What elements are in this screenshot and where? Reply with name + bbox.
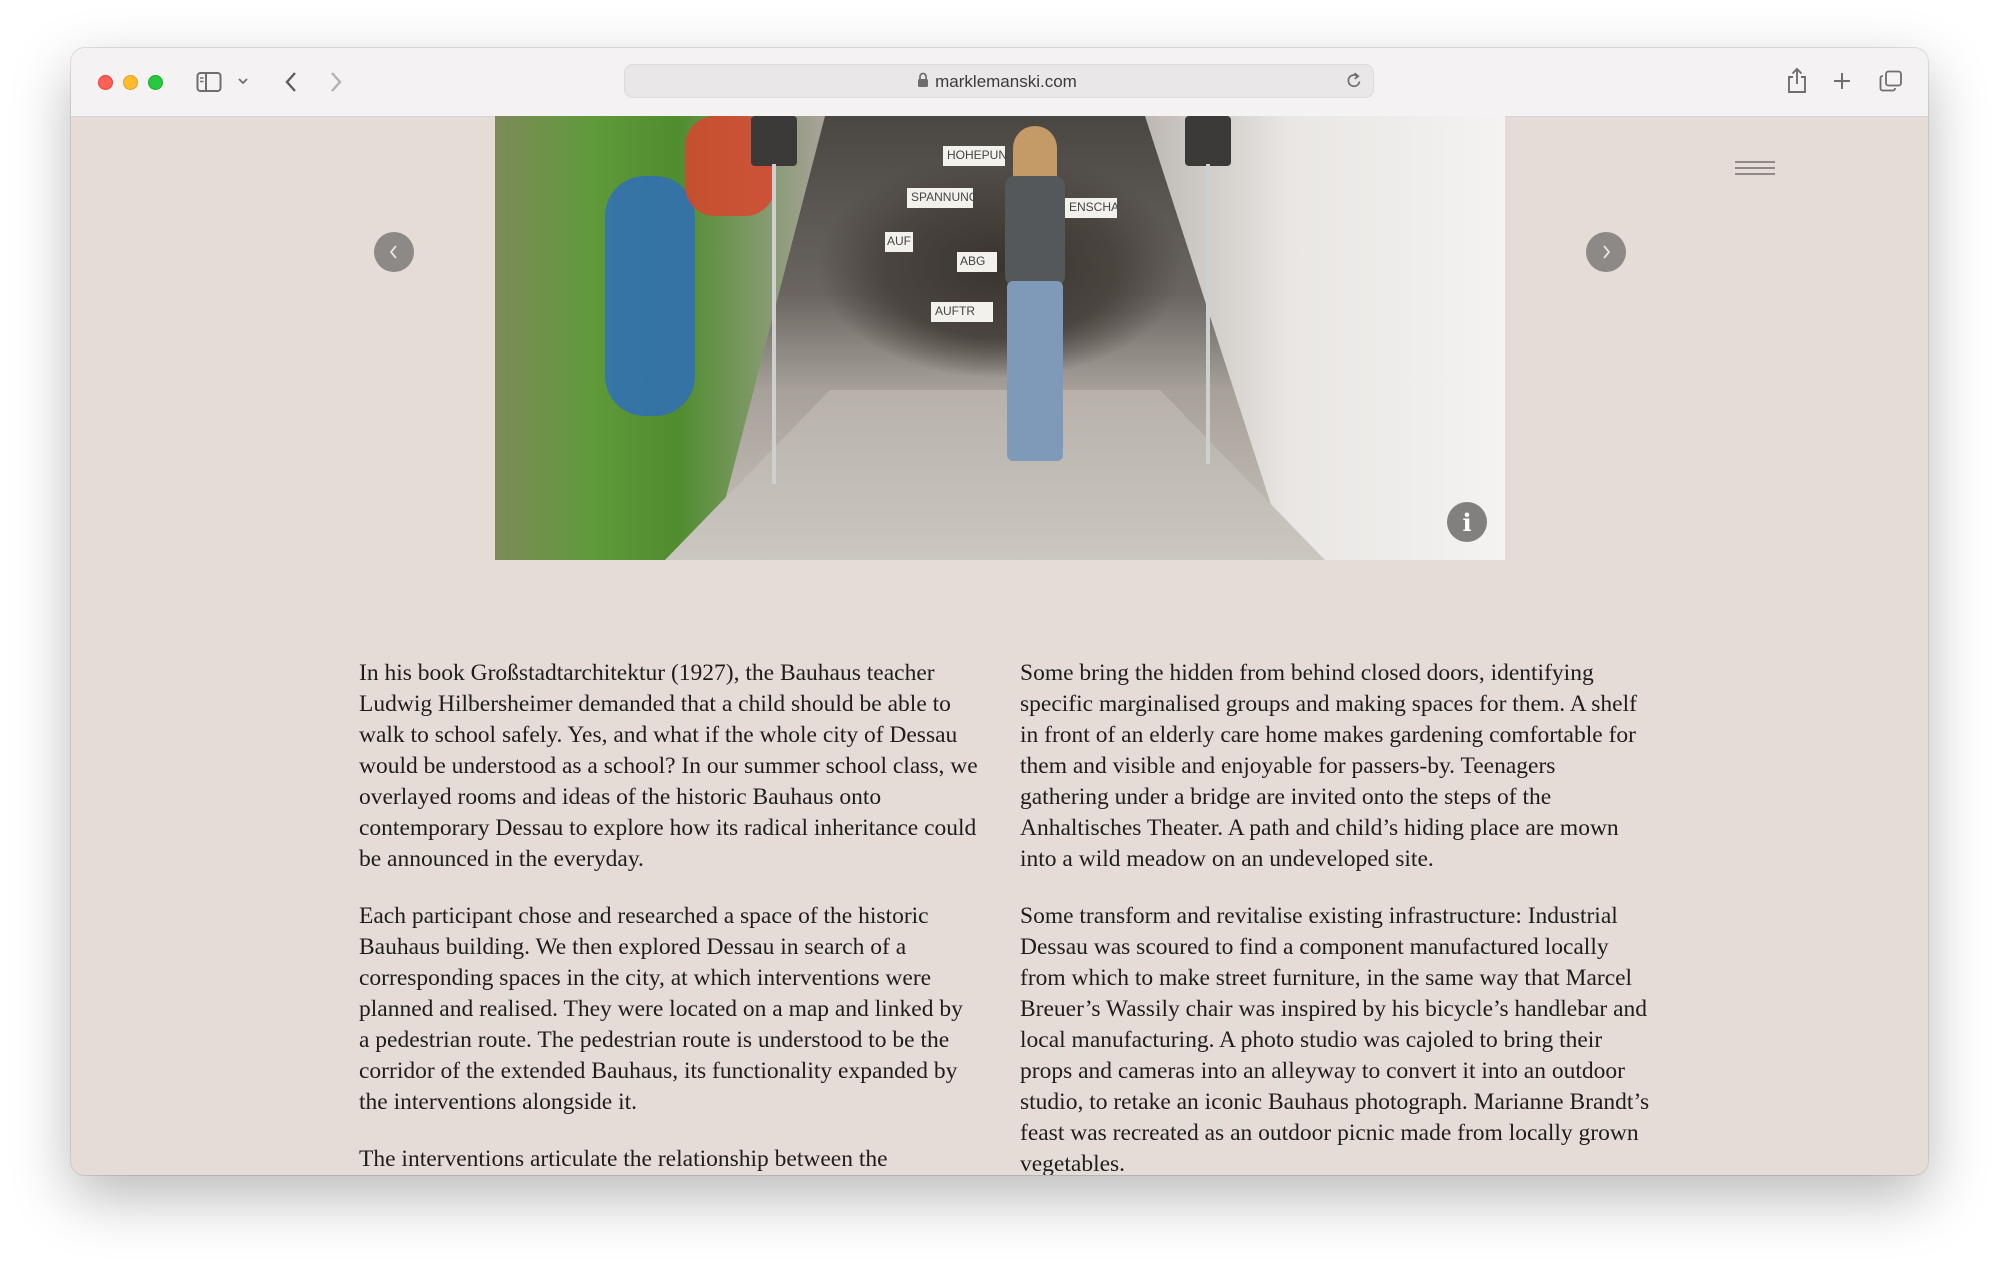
minimize-window-button[interactable] <box>123 75 138 90</box>
page-content <box>71 116 1928 1175</box>
browser-toolbar <box>71 48 1928 117</box>
light-stand <box>772 164 776 484</box>
info-icon[interactable]: i <box>1447 502 1487 542</box>
article-paragraph: Each participant chose and researched a space of the historic Bauhaus building. We then explored Dessau in search of a corresponding spaces in the city, at which interventions were planned and realised. They were located on a map and linked by a pedestrian route. The pedestrian route is understood to be the corridor of the extended Bauhaus, its functionality expanded by the interventions alongside it. <box>359 903 963 1115</box>
article-paragraph: In his book Großstadtarchitektur (1927), the Bauhaus teacher Ludwig Hilbersheimer demanded that a child should be able to walk to school safely. Yes, and what if the whole city of Dessau would be understood as a school? In our summer school class, we overlayed rooms and ideas of the historic Bauhaus onto contemporary Dessau to explore how its radical inheritance could be announced in the everyday. <box>359 660 978 872</box>
previous-image-button[interactable] <box>374 232 414 272</box>
forward-arrow-icon[interactable] <box>324 68 348 96</box>
address-url: marklemanski.com <box>935 72 1077 91</box>
reload-icon[interactable] <box>1345 71 1363 96</box>
tab-overview-icon[interactable] <box>1878 69 1904 93</box>
article-paragraph: Some bring the hidden from behind closed doors, identifying specific marginalised groups and making spaces for them. A shelf in front of an elderly care home makes gardening comfortable for them and visible and enjoyable for passers-by. Teenagers gathering under a bridge are invited onto the steps of the Anhaltisches Theater. A path and child’s hiding place are mown into a wild meadow on an undeveloped site. <box>1020 660 1637 872</box>
article-left-column <box>359 658 979 1175</box>
studio-light <box>751 116 797 166</box>
new-tab-icon[interactable] <box>1831 70 1853 92</box>
back-arrow-icon[interactable] <box>279 68 303 96</box>
share-icon[interactable] <box>1784 66 1810 96</box>
sign: HOHEPUN <box>943 146 1005 166</box>
chevron-down-icon[interactable] <box>236 74 250 88</box>
next-image-button[interactable] <box>1586 232 1626 272</box>
address-bar[interactable] <box>624 64 1374 98</box>
article-paragraph: The interventions articulate the relationship between the <box>359 1146 888 1172</box>
sidebar-toggle-icon[interactable] <box>195 69 223 95</box>
browser-window <box>71 48 1928 1175</box>
studio-light <box>1185 116 1231 166</box>
close-window-button[interactable] <box>98 75 113 90</box>
sign: AUF <box>885 232 913 252</box>
menu-icon[interactable] <box>1735 161 1775 185</box>
sign: ENSCHA <box>1065 198 1117 218</box>
person-figure <box>995 126 1075 466</box>
article-right-column <box>1020 658 1650 1175</box>
sign: AUFTR <box>931 302 993 322</box>
sign: SPANNUNG <box>907 188 973 208</box>
gallery-photo <box>495 116 1505 560</box>
light-stand <box>1206 164 1210 464</box>
sign: ABG <box>957 252 997 272</box>
zoom-window-button[interactable] <box>148 75 163 90</box>
article-paragraph: Some transform and revitalise existing infrastructure: Industrial Dessau was scoured to find a component manufactured locally from which to make street furniture, in the same way that Marcel Breuer’s Wassily chair was inspired by his bicycle’s handlebar and local manufacturing. A photo studio was cajoled to bring their props and cameras into an alleyway to convert it into an outdoor studio, to retake an iconic Bauhaus photograph. Marianne Brandt’s feast was recreated as an outdoor picnic made from locally grown vegetables. <box>1020 903 1650 1175</box>
